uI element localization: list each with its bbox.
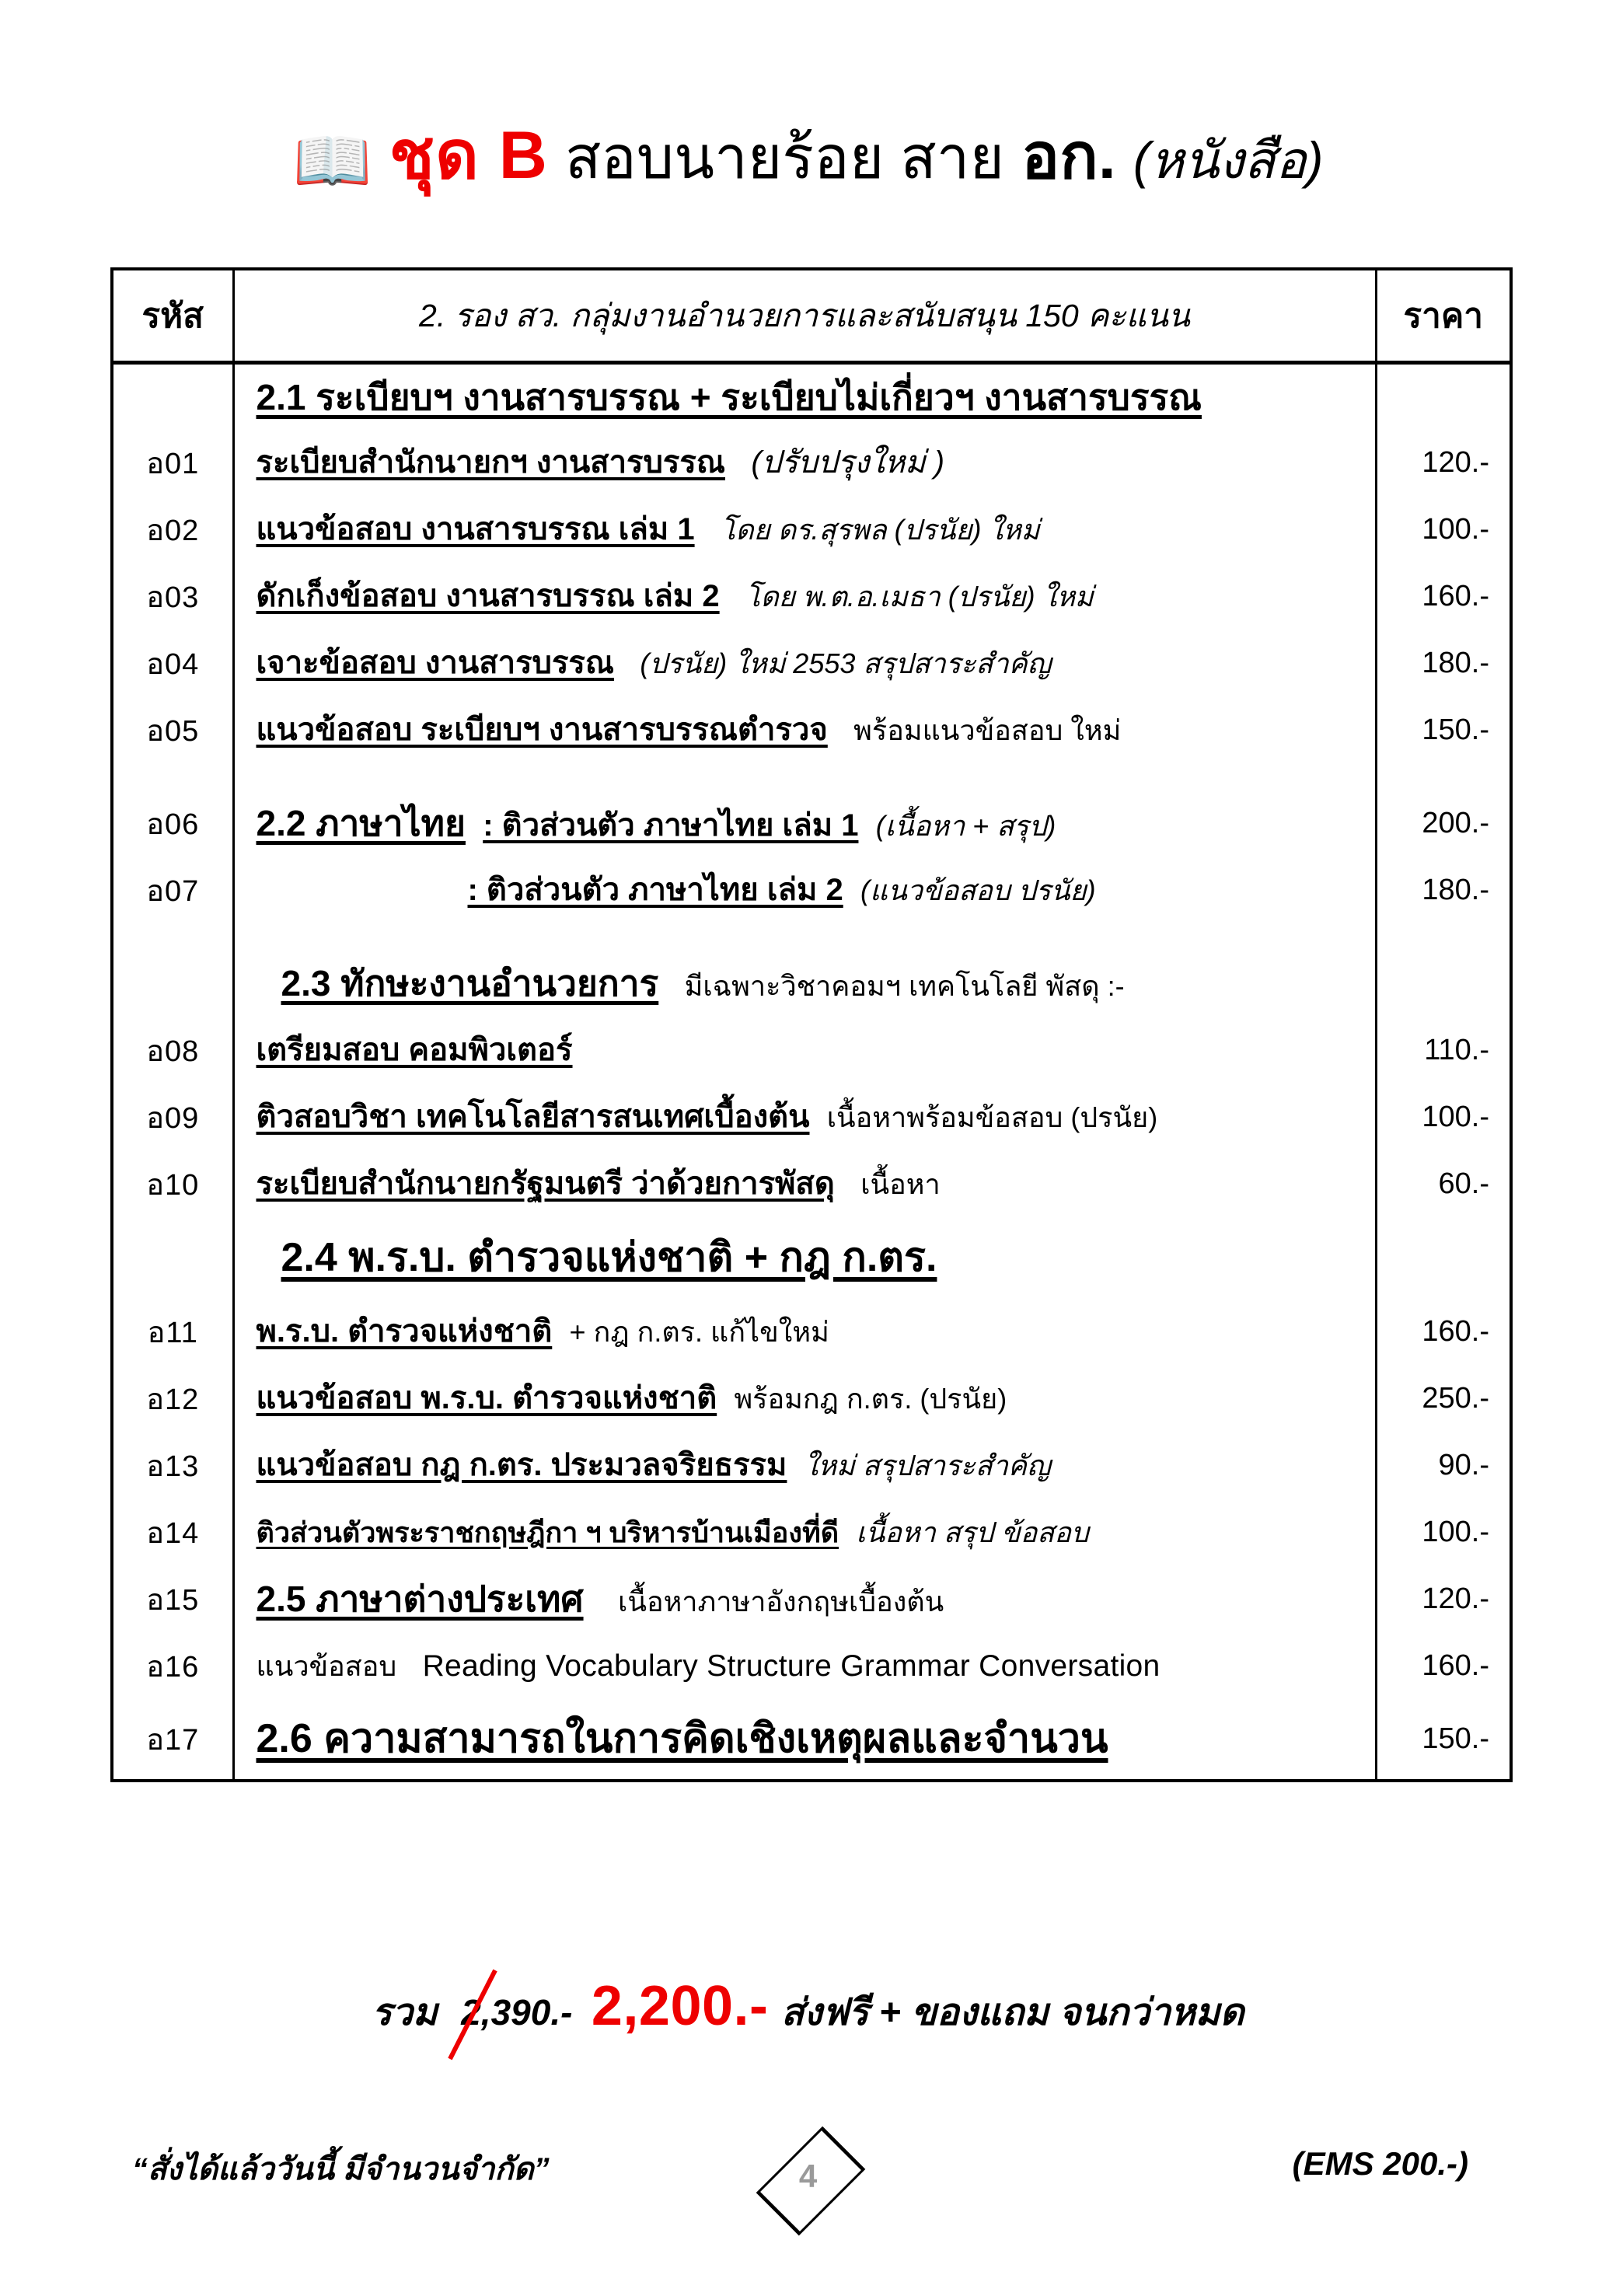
row-price: 150.- — [1422, 714, 1489, 746]
section-header-row-2-4 — [112, 1218, 1511, 1299]
table-row[interactable] — [112, 564, 1511, 630]
row-note: (ปรับปรุงใหม่ ) — [751, 445, 945, 480]
row-note: ใหม่ สรุปสาระสำคัญ — [804, 1449, 1051, 1481]
row-price: 160.- — [1422, 580, 1489, 612]
row-title: เจาะข้อสอบ งานสารบรรณ — [256, 645, 615, 680]
row-code: อ13 — [146, 1450, 200, 1483]
row-note: พร้อมกฎ ก.ตร. (ปรนัย) — [734, 1382, 1007, 1415]
row-note: เนื้อหา — [860, 1167, 941, 1200]
open-book-icon: 📖 — [292, 126, 372, 197]
row-code: อ01 — [146, 448, 200, 480]
row-title: ติวสอบวิชา เทคโนโลยีสารสนเทศเบื้องต้น — [256, 1099, 810, 1134]
row-code: อ15 — [146, 1584, 200, 1617]
row-price: 180.- — [1422, 874, 1489, 906]
table-row[interactable] — [112, 1633, 1511, 1700]
table-row[interactable] — [112, 497, 1511, 564]
page-number: 4 — [798, 2158, 818, 2194]
section-title-2-2: 2.2 ภาษาไทย — [256, 803, 466, 844]
row-note: (เนื้อหา + สรุป) — [875, 810, 1056, 843]
row-code: อ14 — [146, 1517, 200, 1550]
total-label: รวม — [372, 1992, 438, 2033]
table-row[interactable] — [112, 1084, 1511, 1151]
shipping-promo-note: ส่งฟรี + ของแถม จนกว่าหมด — [780, 1992, 1244, 2033]
section-header-row-2-3 — [112, 951, 1511, 1017]
row-code: อ11 — [147, 1317, 198, 1349]
row-price: 250.- — [1422, 1382, 1489, 1415]
row-note: (ปรนัย) ใหม่ 2553 สรุปสาระสำคัญ — [640, 647, 1052, 679]
section-header-row-2-1 — [112, 363, 1511, 430]
row-title: ระเบียบสำนักนายกฯ งานสารบรรณ — [256, 445, 725, 480]
row-title: ดักเก็งข้อสอบ งานสารบรรณ เล่ม 2 — [256, 578, 720, 613]
section-title-2-6: 2.6 ความสามารถในการคิดเชิงเหตุผลและจำนวน — [256, 1715, 1108, 1761]
row-note: เนื้อหาพร้อมข้อสอบ (ปรนัย) — [826, 1101, 1158, 1133]
row-price: 150.- — [1422, 1722, 1489, 1755]
section-title-2-1: 2.1 ระเบียบฯ งานสารบรรณ + ระเบียบไม่เกี่ยวฯ งานสารบรรณ — [256, 376, 1202, 417]
row-code: อ04 — [146, 648, 200, 681]
row-code: อ17 — [146, 1724, 200, 1757]
table-row[interactable] — [112, 697, 1511, 764]
section-title-2-5: 2.5 ภาษาต่างประเทศ — [256, 1579, 584, 1620]
row-note: โดย ดร.สุรพล (ปรนัย) ใหม่ — [720, 513, 1040, 546]
table-row[interactable] — [112, 1566, 1511, 1633]
spacer-row — [112, 764, 1511, 790]
row-price: 200.- — [1422, 807, 1489, 839]
table-row[interactable] — [112, 630, 1511, 697]
row-code: อ12 — [146, 1384, 200, 1416]
set-label: ชุด B — [389, 118, 548, 193]
table-row[interactable] — [112, 857, 1511, 924]
row-note: (แนวข้อสอบ ปรนัย) — [860, 874, 1096, 906]
page-title: สอบนายร้อย สาย — [564, 125, 1005, 191]
table-row[interactable] — [112, 1017, 1511, 1084]
row-code: อ07 — [146, 875, 200, 908]
section-title-2-4: 2.4 พ.ร.บ. ตำรวจแห่งชาติ + กฎ ก.ตร. — [281, 1234, 937, 1280]
table-row[interactable] — [112, 430, 1511, 497]
old-total-price — [461, 1991, 572, 2033]
section-note-2-3: มีเฉพาะวิชาคอมฯ เทคโนโลยี พัสดุ :- — [684, 970, 1125, 1003]
column-header-title: 2. รอง สว. กลุ่มงานอำนวยการและสนับสนุน 150 คะแนน — [233, 269, 1376, 363]
row-code: อ09 — [146, 1102, 200, 1135]
row-title: ติวส่วนตัวพระราชกฤษฎีกา ฯ บริหารบ้านเมืองที่ดี — [256, 1516, 839, 1548]
row-title: ระเบียบสำนักนายกรัฐมนตรี ว่าด้วยการพัสดุ — [256, 1166, 835, 1201]
row-price: 90.- — [1438, 1449, 1489, 1481]
row-title: : ติวส่วนตัว ภาษาไทย เล่ม 2 — [467, 872, 843, 907]
row-code: อ10 — [146, 1169, 200, 1202]
row-price: 110.- — [1424, 1034, 1489, 1066]
row-note: โดย พ.ต.อ.เมธา (ปรนัย) ใหม่ — [745, 580, 1094, 612]
column-header-price: ราคา — [1376, 269, 1511, 363]
row-price: 60.- — [1438, 1167, 1489, 1200]
row-price: 160.- — [1422, 1315, 1489, 1348]
row-price: 160.- — [1422, 1649, 1489, 1682]
product-price-table — [110, 267, 1513, 1782]
page-number-badge — [777, 2130, 840, 2228]
row-price: 180.- — [1422, 647, 1489, 679]
row-price: 100.- — [1422, 1516, 1489, 1548]
row-note: Reading Vocabulary Structure Grammar Conversation — [422, 1649, 1161, 1683]
row-title: เตรียมสอบ คอมพิวเตอร์ — [256, 1032, 573, 1067]
footer-quote: “สั่งได้แล้ววันนี้ มีจำนวนจำกัด” — [132, 2152, 550, 2186]
table-row[interactable] — [112, 1366, 1511, 1432]
row-code: อ02 — [146, 515, 200, 547]
format-note: (หนังสือ) — [1133, 131, 1324, 189]
row-price: 120.- — [1422, 1582, 1489, 1615]
row-code: อ06 — [146, 808, 200, 841]
section-title-2-3: 2.3 ทักษะงานอำนวยการ — [281, 963, 659, 1004]
row-code: อ16 — [146, 1651, 200, 1684]
spacer-row — [112, 924, 1511, 951]
table-header-row — [112, 269, 1511, 363]
table-row[interactable] — [112, 1299, 1511, 1366]
row-code: อ05 — [146, 715, 200, 748]
row-title: แนวข้อสอบ งานสารบรรณ เล่ม 1 — [256, 511, 695, 546]
table-row[interactable] — [112, 1432, 1511, 1499]
table-row[interactable] — [112, 1499, 1511, 1566]
new-total-price: 2,200.- — [591, 1975, 769, 2037]
table-row[interactable] — [112, 790, 1511, 857]
table-row[interactable] — [112, 1151, 1511, 1218]
row-title: แนวข้อสอบ — [256, 1649, 397, 1682]
row-price: 100.- — [1422, 1101, 1489, 1133]
page-header — [0, 101, 1616, 208]
row-note: + กฎ ก.ตร. แก้ไขใหม่ — [569, 1315, 829, 1348]
row-title: แนวข้อสอบ พ.ร.บ. ตำรวจแห่งชาติ — [256, 1380, 717, 1415]
row-title: พ.ร.บ. ตำรวจแห่งชาติ — [256, 1314, 553, 1349]
row-price: 120.- — [1422, 446, 1489, 479]
row-code: อ08 — [146, 1035, 200, 1068]
row-code: อ03 — [146, 581, 200, 614]
old-total-price-value: 2,390.- — [461, 1992, 573, 2033]
column-header-code: รหัส — [112, 269, 233, 363]
row-note: พร้อมแนวข้อสอบ ใหม่ — [853, 714, 1122, 746]
section-note-2-5: เนื้อหาภาษาอังกฤษเบื้องต้น — [618, 1586, 944, 1618]
row-title: แนวข้อสอบ กฎ ก.ตร. ประมวลจริยธรรม — [256, 1447, 787, 1482]
row-note: เนื้อหา สรุป ข้อสอบ — [856, 1516, 1089, 1548]
table-row[interactable] — [112, 1700, 1511, 1781]
row-title: : ติวส่วนตัว ภาษาไทย เล่ม 1 — [483, 808, 859, 843]
totals-line — [0, 1974, 1616, 2042]
ems-fee-note: (EMS 200.-) — [1292, 2145, 1468, 2182]
page-footer — [0, 2130, 1616, 2238]
row-title: แนวข้อสอบ ระเบียบฯ งานสารบรรณตำรวจ — [256, 712, 828, 747]
branch-label: อก. — [1021, 121, 1116, 192]
row-price: 100.- — [1422, 513, 1489, 546]
